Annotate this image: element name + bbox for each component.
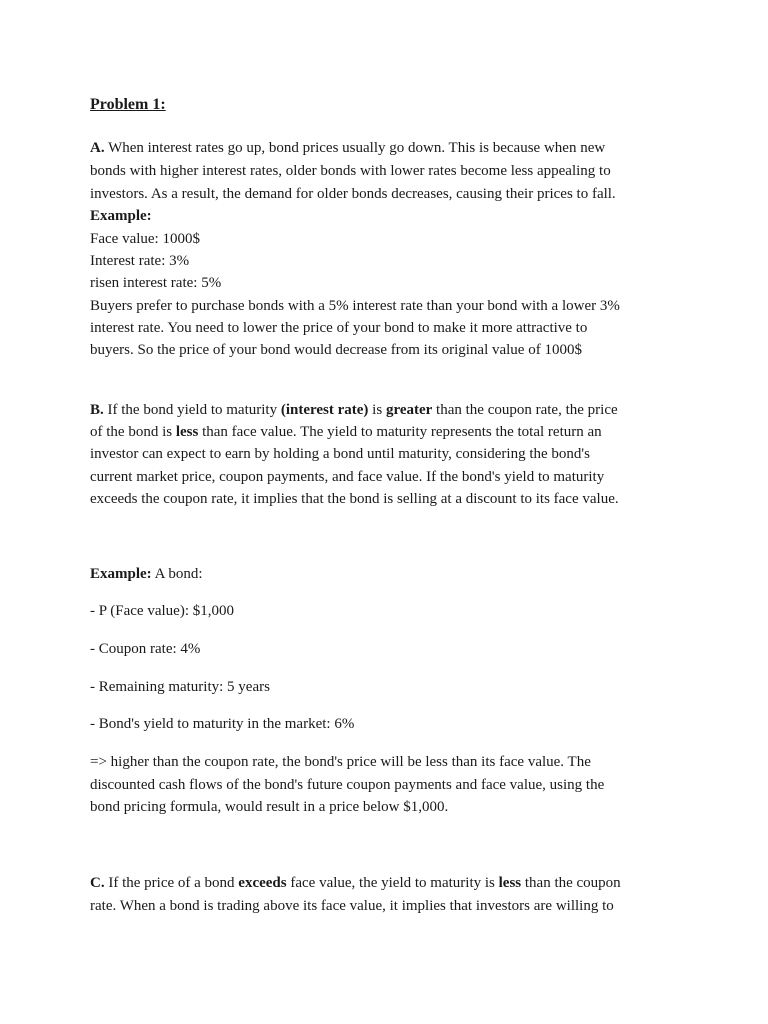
bond-remaining-maturity: - Remaining maturity: 5 years	[90, 679, 270, 695]
interest-rate-emphasis: (interest rate)	[280, 402, 369, 418]
part-b-line-4: current market price, coupon payments, and face value. If the bond's yield to maturity	[90, 469, 605, 485]
part-a-face-value: Face value: 1000$	[90, 231, 200, 247]
example-label: Example:	[90, 208, 152, 224]
part-c-text: If the price of a bond	[104, 875, 239, 891]
part-a-explanation-1: Buyers prefer to purchase bonds with a 5% interest rate than your bond with a lower 3%	[90, 298, 620, 314]
bond-coupon-rate: - Coupon rate: 4%	[90, 641, 201, 657]
bond-face-value: - P (Face value): $1,000	[90, 603, 234, 619]
less-emphasis: less	[175, 424, 199, 440]
part-b-conclusion-1: => higher than the coupon rate, the bond's price will be less than its face value. The	[90, 754, 591, 770]
part-b-example	[90, 563, 203, 585]
exceeds-emphasis: exceeds	[238, 875, 287, 891]
part-b-text: than the coupon rate, the price	[432, 402, 618, 418]
part-b-conclusion-3: bond pricing formula, would result in a price below $1,000.	[90, 799, 449, 815]
part-b-line-2	[90, 421, 602, 443]
part-a-example-label	[90, 205, 152, 227]
part-b-label: B.	[90, 402, 104, 418]
part-b-text: than face value. The yield to maturity represents the total return an	[198, 424, 602, 440]
part-b-line-3: investor can expect to earn by holding a bond until maturity, considering the bond's	[90, 446, 590, 462]
less-emphasis: less	[498, 875, 522, 891]
part-b-text: is	[368, 402, 386, 418]
part-a-line-3: investors. As a result, the demand for older bonds decreases, causing their prices to fall.	[90, 186, 616, 202]
part-a-explanation-2: interest rate. You need to lower the price of your bond to make it more attractive to	[90, 320, 588, 336]
page-title: Problem 1:	[90, 96, 166, 113]
part-a-line-2: bonds with higher interest rates, older bonds with lower rates become less appealing to	[90, 163, 611, 179]
part-c-label: C.	[90, 875, 105, 891]
part-b-line-1	[90, 399, 618, 421]
greater-emphasis: greater	[385, 402, 433, 418]
part-b-line-5: exceeds the coupon rate, it implies that the bond is selling at a discount to its face value.	[90, 491, 619, 507]
example-label: Example:	[90, 566, 152, 582]
part-a-risen-rate: risen interest rate: 5%	[90, 275, 222, 291]
part-c-line-1	[90, 872, 621, 894]
part-a-line-1	[90, 137, 605, 159]
example-text: A bond:	[151, 566, 203, 582]
part-c-line-2: rate. When a bond is trading above its face value, it implies that investors are willing to	[90, 898, 614, 914]
part-c-text: face value, the yield to maturity is	[286, 875, 499, 891]
part-a-interest-rate: Interest rate: 3%	[90, 253, 190, 269]
part-b-conclusion-2: discounted cash flows of the bond's future coupon payments and face value, using the	[90, 777, 605, 793]
part-a-label: A.	[90, 140, 105, 156]
part-b-text: of the bond is	[90, 424, 176, 440]
part-a-text: When interest rates go up, bond prices usually go down. This is because when new	[104, 140, 606, 156]
bond-yield-to-maturity: - Bond's yield to maturity in the market: 6%	[90, 716, 355, 732]
part-c-text: than the coupon	[521, 875, 621, 891]
part-b-text: If the bond yield to maturity	[103, 402, 281, 418]
part-a-explanation-3: buyers. So the price of your bond would decrease from its original value of 1000$	[90, 342, 582, 358]
